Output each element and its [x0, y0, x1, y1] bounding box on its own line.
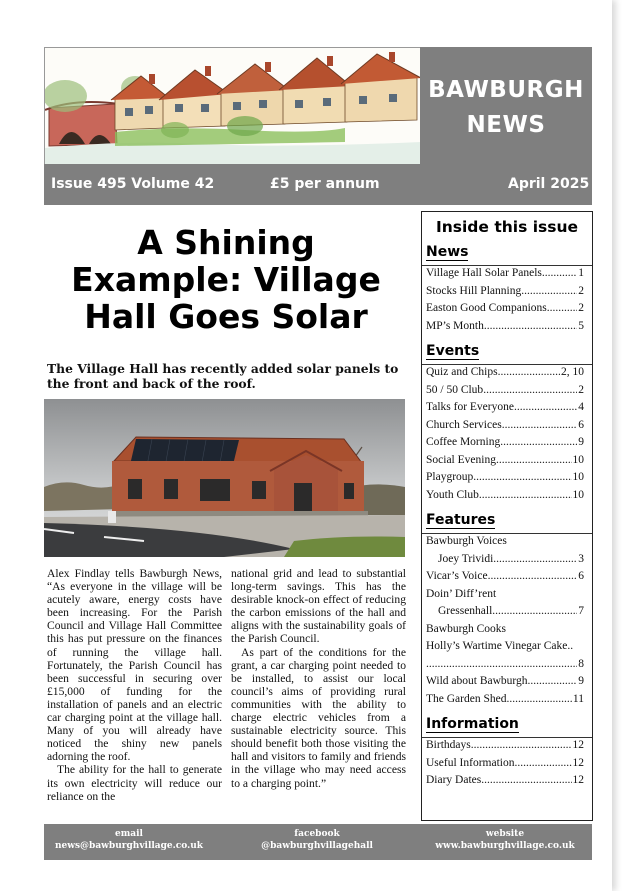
section-heading-features: Features [426, 512, 592, 529]
section-heading-information: Information [426, 716, 592, 733]
article-column-2 [231, 567, 406, 790]
contents-item[interactable]: Stocks Hill Planning ..... 2 [426, 283, 584, 301]
contents-item-title[interactable]: Holly’s Wartime Vinegar Cake.. [426, 640, 574, 652]
article-subhead: The Village Hall has recently added solar panels to the front and back of the roof. [47, 361, 399, 391]
contents-item[interactable]: Diary Dates ..... 12 [426, 772, 584, 790]
issue-date: April 2025 [508, 176, 590, 192]
headline-line: Hall Goes Solar [84, 297, 368, 336]
article-headline [44, 224, 408, 335]
subscription-price: £5 per annum [270, 176, 380, 192]
article-paragraph: national grid and lead to substantial long-term savings. This has the desirable knock-on effect of reducing the carbon emissions of the hall and aligns with the sustainability goals of the Parish Council. [231, 567, 406, 646]
contents-group-label: Doin’ Diff’rent [426, 587, 497, 600]
contents-item[interactable]: Church Services ..... 6 [426, 417, 584, 435]
issue-number: Issue 495 Volume 42 [51, 176, 215, 192]
contact-footer [44, 824, 592, 860]
email-link[interactable]: news@bawburghvillage.co.uk [54, 840, 204, 851]
contents-item[interactable]: Youth Club ..... 10 [426, 487, 584, 505]
contents-group-label: Bawburgh Cooks [426, 622, 506, 635]
contents-item[interactable]: Birthdays ..... 12 [426, 737, 584, 755]
contents-sidebar [421, 211, 593, 821]
contents-item[interactable]: 50 / 50 Club ..... 2 [426, 382, 584, 400]
facebook-link[interactable]: @bawburghvillagehall [261, 840, 373, 851]
contents-item[interactable]: Joey Trividi ..... 3 [438, 551, 584, 569]
article-paragraph: The ability for the hall to generate its own electricity will reduce our reliance on the [47, 763, 222, 803]
contents-item[interactable]: ..... 8 [426, 656, 584, 674]
email-label: email [115, 829, 143, 839]
contents-item[interactable]: MP’s Month ..... 5 [426, 318, 584, 336]
contents-item[interactable]: Village Hall Solar Panels ..... 1 [426, 265, 584, 283]
website-label: website [485, 829, 525, 839]
section-heading-news: News [426, 244, 592, 261]
contents-item[interactable]: Social Evening ..... 10 [426, 452, 584, 470]
title-line-2: NEWS [466, 112, 546, 138]
headline-line: A Shining [137, 223, 315, 262]
contents-item[interactable]: Talks for Everyone ..... 4 [426, 399, 584, 417]
issue-bar [44, 164, 592, 205]
footer-website [430, 829, 580, 852]
contents-item[interactable]: Quiz and Chips ..... 2, 10 [426, 364, 584, 382]
contents-item[interactable]: Coffee Morning ..... 9 [426, 434, 584, 452]
section-heading-events: Events [426, 343, 592, 360]
footer-email [54, 829, 204, 852]
contents-item[interactable]: Playgroup ..... 10 [426, 469, 584, 487]
contents-item[interactable]: Wild about Bawburgh ..... 9 [426, 673, 584, 691]
article-paragraph: Alex Findlay tells Bawburgh News, “As everyone in the village will be acutely aware, energy costs have been increasing. For the Parish Council and Village Hall Committee this has put pressure on the finances of running the village hall. Fortunately, the Parish Council has been successful in securing over £15,000 of funding for the installation of panels and an electric car charging point at the village hall. Many of you will already have noticed the shiny new panels adorning the roof. [47, 567, 222, 764]
masthead-illustration [44, 47, 422, 166]
article-paragraph: As part of the conditions for the grant, a car charging point needed to be installed, to assist our local council’s aims of providing rural communities with the ability to charge electric vehicles from a sustainable electricity source. This should benefit both those visiting the hall and visitors to family and friends in the village who may need access to a charging point.” [231, 645, 406, 790]
headline-line: Example: Village [71, 260, 381, 299]
contents-item[interactable]: Useful Information ..... 12 [426, 755, 584, 773]
footer-facebook [242, 829, 392, 852]
contents-title: Inside this issue [435, 218, 579, 236]
village-hall-photo [44, 399, 405, 557]
contents-item[interactable]: Easton Good Companions ..... 2 [426, 300, 584, 318]
article-column-1 [47, 567, 222, 803]
contents-item[interactable]: Gressenhall ..... 7 [438, 603, 584, 621]
contents-item[interactable]: Vicar’s Voice ..... 6 [426, 568, 584, 586]
title-line-1: BAWBURGH [428, 77, 584, 103]
facebook-label: facebook [294, 829, 340, 839]
website-link[interactable]: www.bawburghvillage.co.uk [435, 840, 575, 851]
contents-group-label: Bawburgh Voices [426, 535, 507, 547]
newsletter-title [420, 47, 592, 164]
contents-item[interactable]: The Garden Shed ..... 11 [426, 691, 584, 709]
